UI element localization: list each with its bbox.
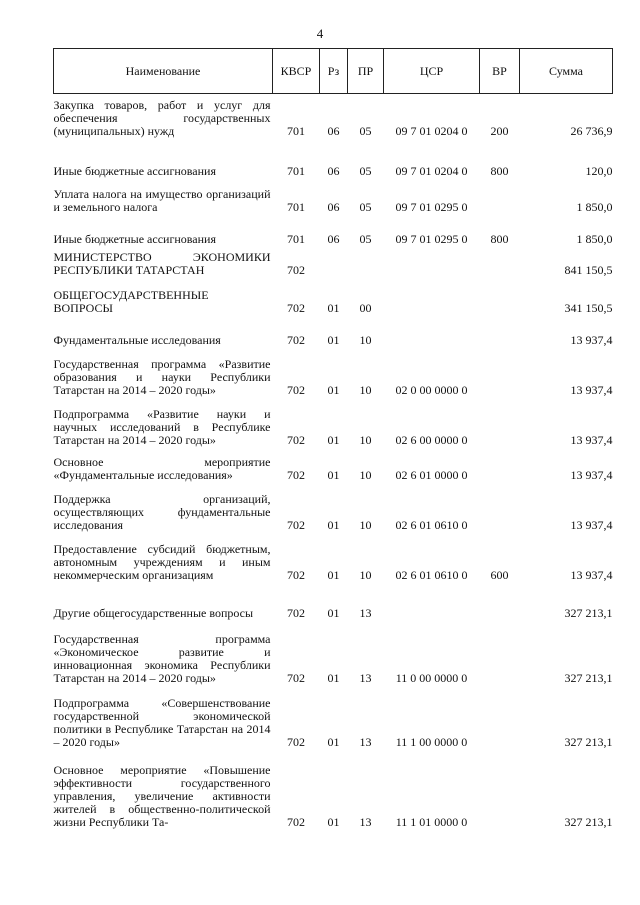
cell-pr: 10 bbox=[359, 467, 372, 482]
cell-vr: 200 bbox=[490, 123, 509, 138]
table-row bbox=[54, 622, 613, 687]
cell-vr bbox=[480, 484, 520, 534]
cell-csr bbox=[384, 317, 480, 349]
cell-sum: 13 937,4 bbox=[570, 467, 613, 482]
cell-kvsr: 702 bbox=[287, 814, 305, 829]
cell-kvsr: 702 bbox=[287, 605, 305, 620]
cell-rz: 06 bbox=[327, 231, 340, 246]
cell-vr bbox=[480, 349, 520, 399]
cell-csr: 02 6 01 0610 0 bbox=[395, 517, 468, 532]
cell-rz: 01 bbox=[327, 517, 340, 532]
cell-kvsr: 702 bbox=[287, 432, 305, 447]
cell-rz: 06 bbox=[327, 199, 340, 214]
cell-vr bbox=[480, 248, 520, 279]
cell-kvsr: 701 bbox=[287, 199, 305, 214]
cell-pr: 10 bbox=[359, 382, 372, 397]
cell-sum: 13 937,4 bbox=[570, 517, 613, 532]
cell-pr: 10 bbox=[359, 517, 372, 532]
cell-kvsr: 702 bbox=[287, 467, 305, 482]
cell-vr bbox=[480, 584, 520, 622]
cell-csr bbox=[384, 584, 480, 622]
table-row bbox=[54, 687, 613, 751]
cell-rz: 01 bbox=[327, 467, 340, 482]
cell-csr: 02 6 00 0000 0 bbox=[395, 432, 468, 447]
table-row bbox=[54, 317, 613, 349]
cell-kvsr: 701 bbox=[287, 163, 305, 178]
cell-rz: 01 bbox=[327, 382, 340, 397]
cell-pr: 13 bbox=[359, 734, 372, 749]
cell-vr: 800 bbox=[490, 163, 509, 178]
cell-sum: 26 736,9 bbox=[570, 123, 613, 138]
table-row bbox=[54, 349, 613, 399]
header-csr: ЦСР bbox=[384, 49, 480, 94]
cell-kvsr: 702 bbox=[287, 734, 305, 749]
cell-kvsr: 702 bbox=[287, 567, 305, 582]
cell-rz: 01 bbox=[327, 734, 340, 749]
header-sum: Сумма bbox=[520, 49, 613, 94]
cell-sum: 1 850,0 bbox=[576, 231, 613, 246]
cell-csr: 11 0 00 0000 0 bbox=[395, 670, 468, 685]
table-row bbox=[54, 449, 613, 484]
header-kvsr: КВСР bbox=[273, 49, 320, 94]
cell-kvsr: 702 bbox=[287, 382, 305, 397]
cell-pr: 10 bbox=[359, 432, 372, 447]
cell-pr: 00 bbox=[359, 300, 372, 315]
cell-pr: 13 bbox=[359, 814, 372, 829]
cell-name: Предоставление субсидий бюджетным, автономным учреждениям и иным некоммерческим организациям bbox=[53, 541, 271, 582]
header-rz: Рз bbox=[320, 49, 348, 94]
cell-name: Подпрограмма «Совершенствование государственной экономической политики в Республике Татарстан на 2014 – 2020 годы» bbox=[53, 695, 271, 749]
cell-sum: 327 213,1 bbox=[564, 670, 613, 685]
cell-csr: 09 7 01 0204 0 bbox=[395, 123, 468, 138]
cell-rz: 01 bbox=[327, 432, 340, 447]
cell-rz bbox=[320, 248, 348, 279]
cell-sum: 120,0 bbox=[585, 163, 613, 178]
cell-name: Поддержка организаций, осуществляющих фундаментальные исследования bbox=[53, 491, 271, 532]
cell-csr: 09 7 01 0295 0 bbox=[395, 199, 468, 214]
cell-csr: 02 0 00 0000 0 bbox=[395, 382, 468, 397]
header-vr: ВР bbox=[480, 49, 520, 94]
table-row bbox=[54, 149, 613, 180]
cell-pr: 13 bbox=[359, 670, 372, 685]
cell-vr bbox=[480, 317, 520, 349]
cell-sum: 327 213,1 bbox=[564, 734, 613, 749]
table-row bbox=[54, 279, 613, 317]
cell-vr: 800 bbox=[490, 231, 509, 246]
cell-name: Иные бюджетные ассигнования bbox=[53, 163, 216, 178]
table-row bbox=[54, 484, 613, 534]
cell-kvsr: 702 bbox=[287, 670, 305, 685]
cell-vr bbox=[480, 279, 520, 317]
cell-pr: 05 bbox=[359, 163, 372, 178]
cell-kvsr: 702 bbox=[287, 262, 305, 277]
table-row bbox=[54, 216, 613, 248]
header-pr: ПР bbox=[348, 49, 384, 94]
cell-rz: 06 bbox=[327, 163, 340, 178]
cell-pr: 05 bbox=[359, 123, 372, 138]
cell-csr: 11 1 00 0000 0 bbox=[395, 734, 468, 749]
cell-vr bbox=[480, 399, 520, 449]
cell-csr: 02 6 01 0000 0 bbox=[395, 467, 468, 482]
cell-rz: 06 bbox=[327, 123, 340, 138]
cell-vr: 600 bbox=[490, 567, 509, 582]
cell-pr bbox=[348, 248, 384, 279]
table-row bbox=[54, 248, 613, 279]
table-row bbox=[54, 584, 613, 622]
cell-name: Основное мероприятие «Фундаментальные исследования» bbox=[53, 454, 271, 482]
cell-name: Государственная программа «Развитие образования и науки Республики Татарстан на 2014 – 2020 годы» bbox=[53, 356, 271, 397]
cell-sum: 1 850,0 bbox=[576, 199, 613, 214]
cell-csr: 09 7 01 0295 0 bbox=[395, 231, 468, 246]
table-row bbox=[54, 180, 613, 216]
cell-rz: 01 bbox=[327, 332, 340, 347]
cell-vr bbox=[480, 180, 520, 216]
table-header-row bbox=[54, 49, 613, 94]
cell-pr: 13 bbox=[359, 605, 372, 620]
cell-rz: 01 bbox=[327, 567, 340, 582]
table-row bbox=[54, 399, 613, 449]
cell-pr: 10 bbox=[359, 567, 372, 582]
cell-vr bbox=[480, 687, 520, 751]
cell-csr: 09 7 01 0204 0 bbox=[395, 163, 468, 178]
cell-name: Основное мероприятие «Повышение эффективности государственного управления, увеличение активности жителей в общественно-политической жизни Республики Та- bbox=[53, 762, 271, 829]
cell-sum: 327 213,1 bbox=[564, 814, 613, 829]
cell-rz: 01 bbox=[327, 300, 340, 315]
cell-name: Государственная программа «Экономическое развитие и инновационная экономика Республики Татарстан на 2014 – 2020 годы» bbox=[53, 631, 271, 685]
cell-name: Закупка товаров, работ и услуг для обеспечения государственных (муниципальных) нужд bbox=[53, 97, 271, 138]
cell-name: Другие общегосударственные вопросы bbox=[53, 605, 254, 620]
table-row bbox=[54, 534, 613, 584]
cell-kvsr: 702 bbox=[287, 332, 305, 347]
cell-kvsr: 701 bbox=[287, 123, 305, 138]
budget-table bbox=[53, 48, 613, 831]
cell-name: ОБЩЕГОСУДАРСТВЕННЫЕ ВОПРОСЫ bbox=[53, 287, 209, 315]
cell-kvsr: 702 bbox=[287, 517, 305, 532]
cell-name: Подпрограмма «Развитие науки и научных исследований в Республике Татарстан на 2014 – 2020 годы» bbox=[53, 406, 271, 447]
cell-name: МИНИСТЕРСТВО ЭКОНОМИКИ РЕСПУБЛИКИ ТАТАРСТАН bbox=[53, 249, 271, 277]
table-row bbox=[54, 94, 613, 149]
cell-csr: 11 1 01 0000 0 bbox=[395, 814, 468, 829]
cell-sum: 13 937,4 bbox=[570, 382, 613, 397]
cell-kvsr: 702 bbox=[287, 300, 305, 315]
table-row bbox=[54, 751, 613, 831]
cell-rz: 01 bbox=[327, 605, 340, 620]
cell-name: Иные бюджетные ассигнования bbox=[53, 231, 216, 246]
cell-rz: 01 bbox=[327, 814, 340, 829]
cell-sum: 13 937,4 bbox=[570, 567, 613, 582]
cell-sum: 341 150,5 bbox=[564, 300, 613, 315]
cell-sum: 13 937,4 bbox=[570, 332, 613, 347]
cell-sum: 327 213,1 bbox=[564, 605, 613, 620]
cell-csr bbox=[384, 279, 480, 317]
cell-pr: 05 bbox=[359, 199, 372, 214]
cell-kvsr: 701 bbox=[287, 231, 305, 246]
page-number: 4 bbox=[316, 26, 324, 41]
cell-csr bbox=[384, 248, 480, 279]
cell-vr bbox=[480, 622, 520, 687]
cell-name: Уплата налога на имущество организаций и земельного налога bbox=[53, 186, 271, 214]
cell-csr: 02 6 01 0610 0 bbox=[395, 567, 468, 582]
cell-pr: 10 bbox=[359, 332, 372, 347]
cell-rz: 01 bbox=[327, 670, 340, 685]
cell-sum: 13 937,4 bbox=[570, 432, 613, 447]
cell-name: Фундаментальные исследования bbox=[53, 332, 221, 347]
header-name: Наименование bbox=[54, 49, 273, 94]
cell-pr: 05 bbox=[359, 231, 372, 246]
cell-sum: 841 150,5 bbox=[564, 262, 613, 277]
cell-vr bbox=[480, 751, 520, 831]
cell-vr bbox=[480, 449, 520, 484]
